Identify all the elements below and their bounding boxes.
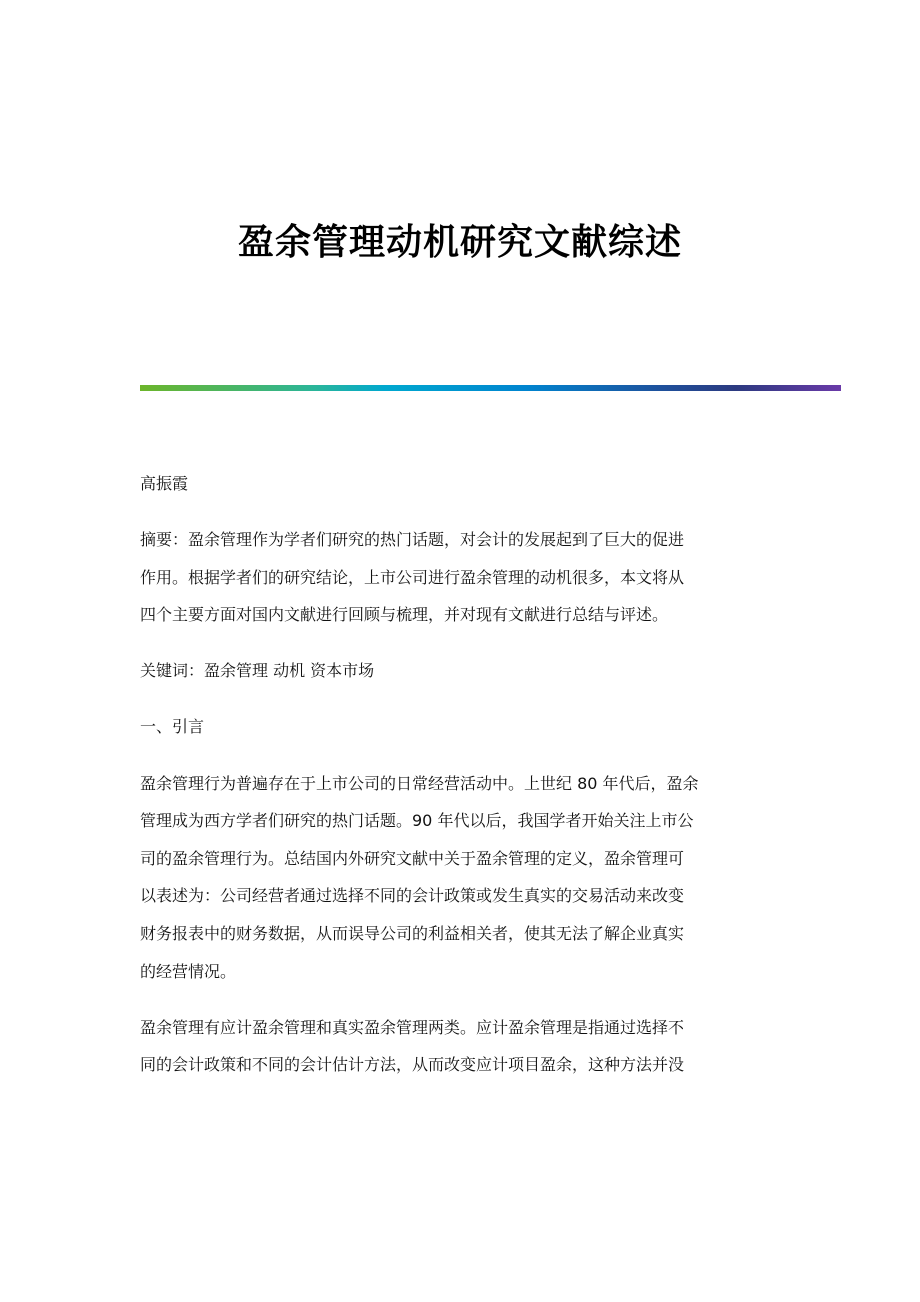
paragraph-line: 的经营情况。: [140, 961, 237, 981]
abstract-line: 四个主要方面对国内文献进行回顾与梳理，并对现有文献进行总结与评述。: [140, 605, 669, 625]
paragraph-line: 盈余管理有应计盈余管理和真实盈余管理两类。应计盈余管理是指通过选择不: [140, 1017, 685, 1037]
paragraph-line: 司的盈余管理行为。总结国内外研究文献中关于盈余管理的定义，盈余管理可: [140, 848, 685, 868]
abstract-line: 作用。根据学者们的研究结论，上市公司进行盈余管理的动机很多，本文将从: [140, 567, 685, 587]
document-body: [140, 465, 800, 1102]
paragraph-line: 管理成为西方学者们研究的热门话题。90 年代以后，我国学者开始关注上市公: [140, 811, 694, 831]
paragraph: [140, 1009, 800, 1084]
abstract-line: 摘要：盈余管理作为学者们研究的热门话题，对会计的发展起到了巨大的促进: [140, 530, 685, 550]
keywords: 关键词：盈余管理 动机 资本市场: [140, 661, 375, 681]
section-heading: 一、引言: [140, 717, 205, 737]
paragraph-line: 同的会计政策和不同的会计估计方法，从而改变应计项目盈余，这种方法并没: [140, 1055, 685, 1075]
abstract: [140, 521, 800, 634]
paragraph-line: 财务报表中的财务数据，从而误导公司的利益相关者，使其无法了解企业真实: [140, 923, 685, 943]
paragraph-line: 以表述为：公司经营者通过选择不同的会计政策或发生真实的交易活动来改变: [140, 886, 685, 906]
paragraph-line: 盈余管理行为普遍存在于上市公司的日常经营活动中。上世纪 80 年代后，盈余: [140, 773, 699, 793]
paragraph: [140, 765, 800, 991]
gradient-divider: [140, 385, 841, 391]
author: 高振霞: [140, 474, 189, 493]
document-title: 盈余管理动机研究文献综述: [237, 221, 682, 263]
